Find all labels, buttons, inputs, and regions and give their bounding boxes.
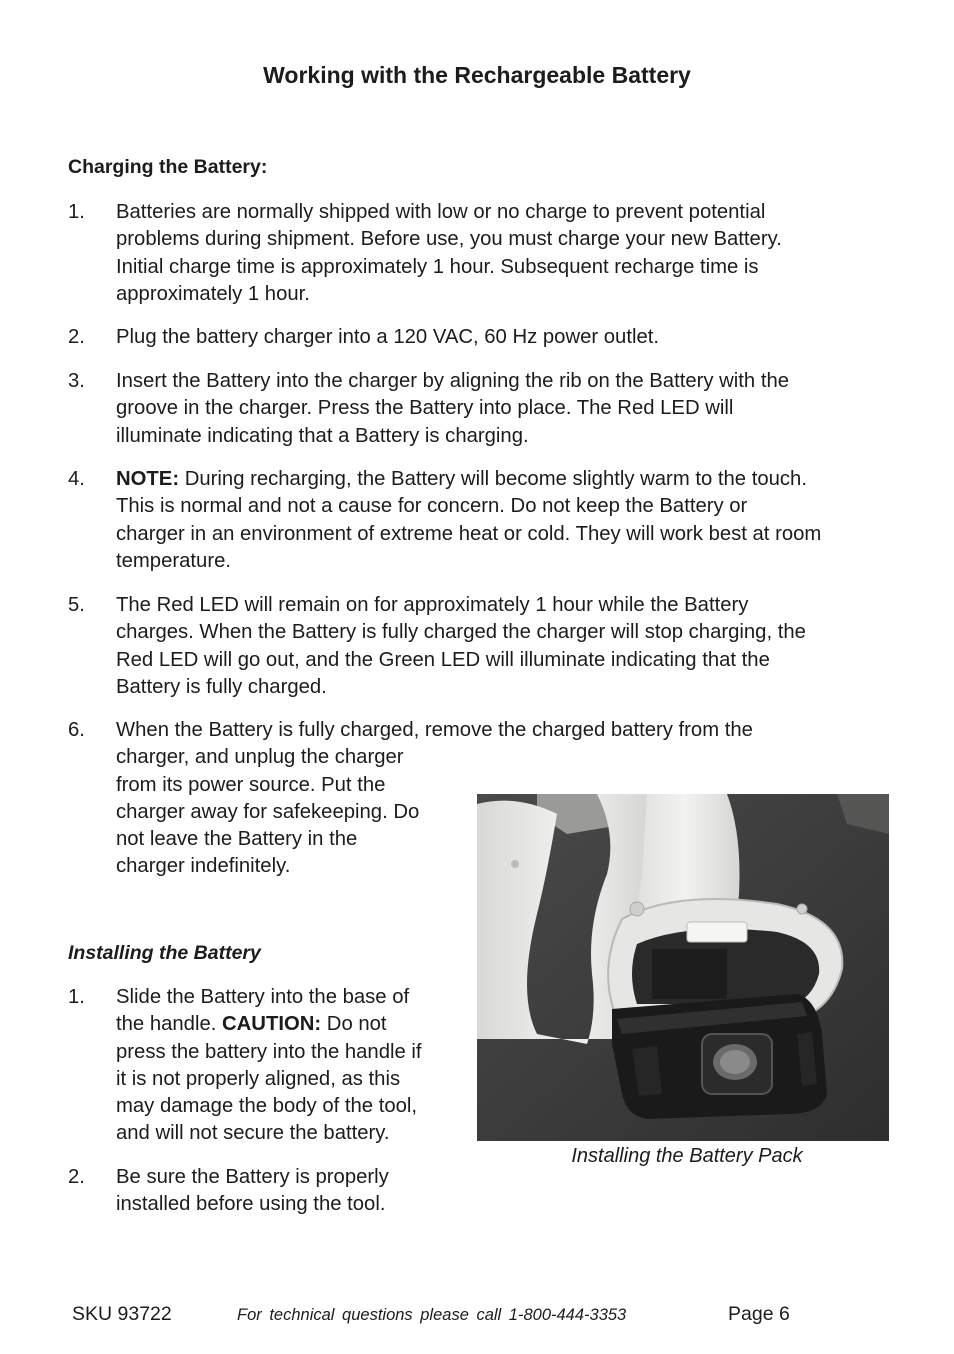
step-number: 2. (68, 1166, 85, 1188)
step-line: it is not properly aligned, as this (116, 1067, 401, 1090)
step-line: Initial charge time is approximately 1 hour. Subsequent recharge time is (116, 255, 759, 278)
footer-help-line: For technical questions please call 1-800-444-3353 (237, 1306, 627, 1324)
step-line: not leave the Battery in the (116, 828, 358, 851)
battery-install-photo (477, 794, 889, 1141)
step-line: During recharging, the Battery will become slightly warm to the touch. (179, 468, 807, 490)
installing-heading: Installing the Battery (68, 942, 261, 964)
step-line: Slide the Battery into the base of (116, 986, 410, 1008)
battery-install-illustration (477, 794, 889, 1141)
step-line: problems during shipment. Before use, you must charge your new Battery. (116, 228, 782, 251)
step-line: press the battery into the handle if (116, 1040, 422, 1063)
note-label: NOTE: (116, 468, 180, 490)
step-line: charges. When the Battery is fully charged the charger will stop charging, the (116, 621, 806, 644)
step-line: may damage the body of the tool, (116, 1095, 418, 1118)
step-line: Batteries are normally shipped with low or no charge to prevent potential (116, 201, 766, 223)
step-number: 4. (68, 468, 85, 490)
step-line: groove in the charger. Press the Battery into place. The Red LED will (116, 397, 734, 420)
step-line: Plug the battery charger into a 120 VAC, 60 Hz power outlet. (116, 326, 660, 348)
step-line: Insert the Battery into the charger by aligning the rib on the Battery with the (116, 370, 790, 392)
step-line: charger, and unplug the charger (116, 746, 404, 769)
step-line: The Red LED will remain on for approximately 1 hour while the Battery (116, 594, 749, 616)
step-line: charger away for safekeeping. Do (116, 800, 420, 823)
caution-label: CAUTION: (222, 1013, 322, 1036)
footer-page-number: Page 6 (728, 1303, 790, 1325)
photo-caption: Installing the Battery Pack (571, 1145, 803, 1167)
step-line: This is normal and not a cause for concern. Do not keep the Battery or (116, 495, 748, 518)
page-title: Working with the Rechargeable Battery (263, 62, 691, 88)
step-line: the handle. (116, 1013, 223, 1036)
step-line: Red LED will go out, and the Green LED will illuminate indicating that the (116, 648, 770, 671)
charging-heading: Charging the Battery: (68, 156, 268, 178)
step-line: and will not secure the battery. (116, 1122, 390, 1145)
step-line: illuminate indicating that a Battery is charging. (116, 424, 529, 447)
step-number: 6. (68, 719, 85, 741)
step-line: temperature. (116, 549, 231, 572)
step-number: 3. (68, 370, 85, 392)
step-line: Do not (321, 1013, 387, 1036)
step-number: 5. (68, 594, 85, 616)
step-line: charger in an environment of extreme heat or cold. They will work best at room (116, 522, 822, 545)
step-line: When the Battery is fully charged, remove the charged battery from the (116, 719, 753, 741)
step-line: from its power source. Put the (116, 773, 386, 796)
step-number: 1. (68, 201, 85, 223)
footer-sku: SKU 93722 (72, 1303, 172, 1325)
step-number: 1. (68, 986, 85, 1008)
step-line: installed before using the tool. (116, 1193, 386, 1216)
step-line: charger indefinitely. (116, 855, 291, 878)
step-line: Battery is fully charged. (116, 675, 327, 698)
step-number: 2. (68, 326, 85, 348)
step-line: Be sure the Battery is properly (116, 1166, 389, 1188)
step-line: approximately 1 hour. (116, 282, 310, 305)
